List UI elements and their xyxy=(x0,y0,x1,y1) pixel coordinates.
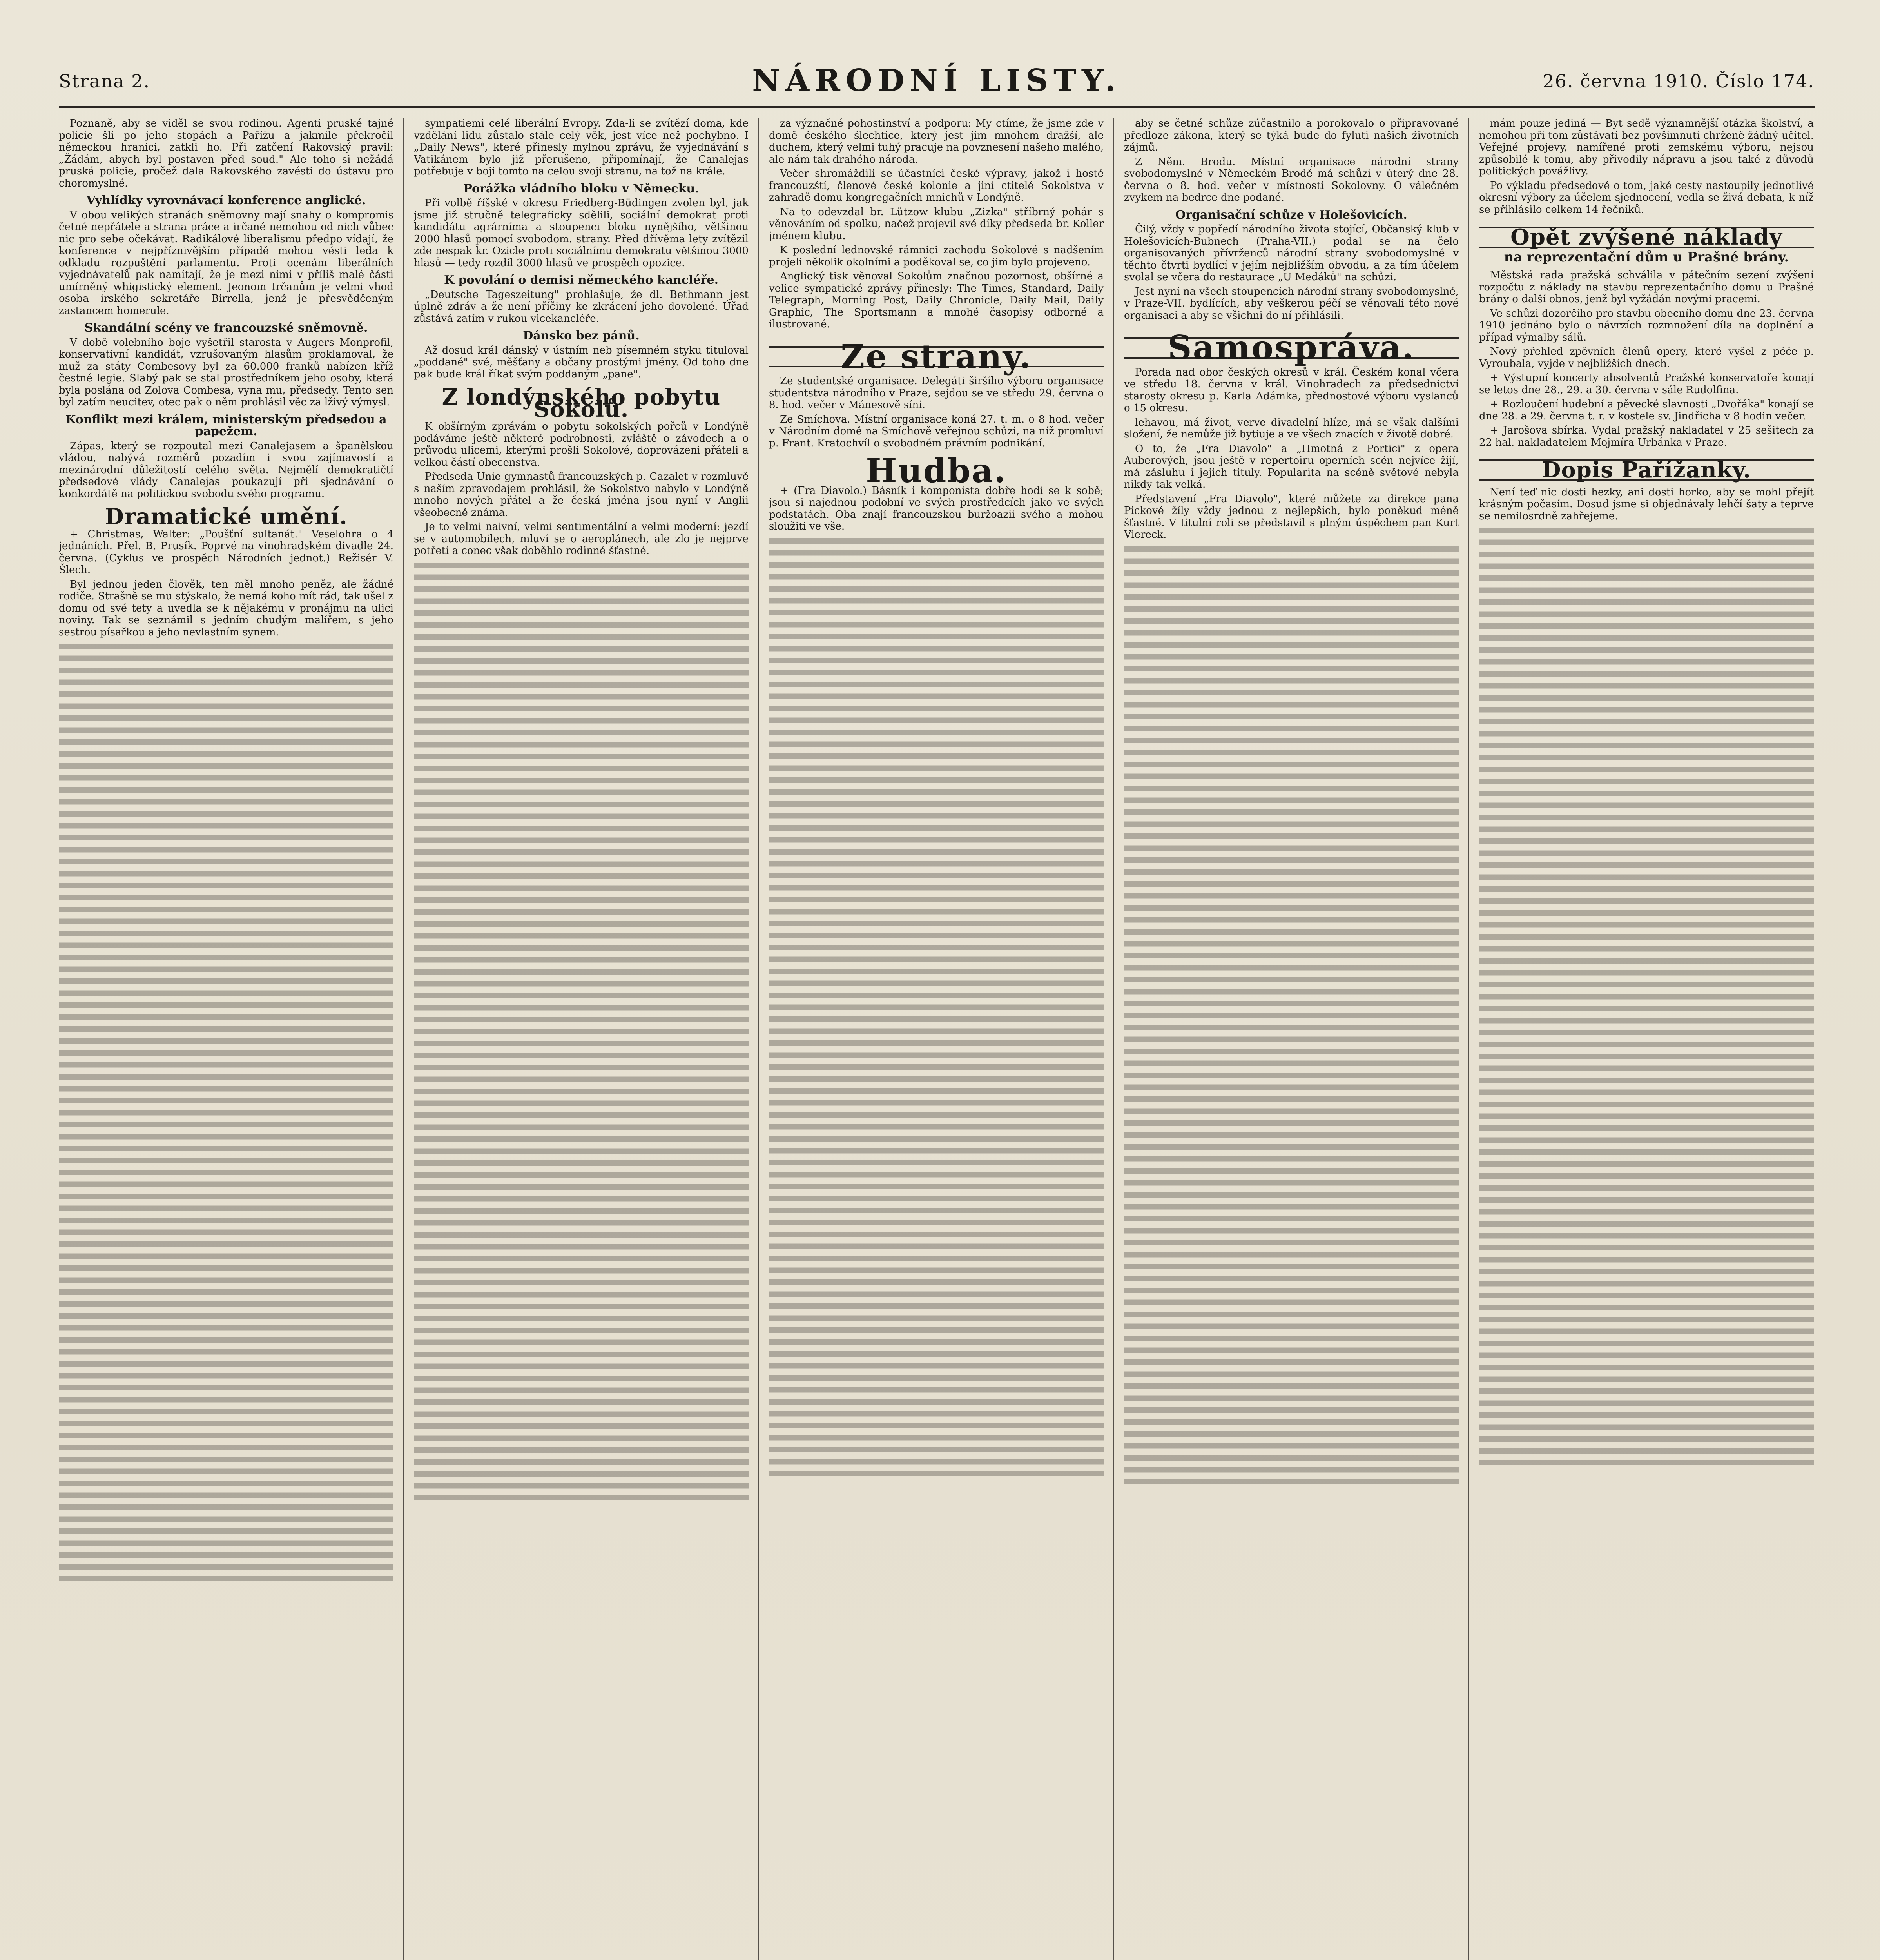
article-paragraph: + Christmas, Walter: „Poušťní sultanát." Veselohra o 4 jednáních. Přel. B. Prusík. Poprvé na vinohradském divadle 24. června. (Cyklus ve prospěch Národních jednot.) Režisér V. Šlech. xyxy=(59,528,393,576)
article-paragraph: Na to odevzdal br. Lützow klubu „Zizka" stříbrný pohár s věnováním od spolku, načež projevil své díky předseda br. Koller jménem klubu. xyxy=(769,206,1104,242)
column-divider xyxy=(1468,118,1469,1960)
article-paragraph: Čilý, vždy v popředí národního života stojící, Občanský klub v Holešovicích-Bubnech (Praha-VII.) podal se na čelo organisovaných přívrženců národní strany svobodomyslné v těchto čtvrti bydlící v jejím nejbližším obvodu, a za tím účelem svolal se včera do restaurace „U Medáků" na schůzi. xyxy=(1124,223,1459,283)
section-heading: Samospráva. xyxy=(1124,337,1459,359)
section-heading: Hudba. xyxy=(866,451,1007,490)
article-paragraph: Zápas, který se rozpoutal mezi Canalejasem a španělskou vládou, nabývá rozměrů pozadím i svou zajímavostí a mezinárodní důležitostí celého světa. Nejmělí demokratičtí předsedové vlády Canalejas poukazují při sjednávání o konkordátě na politickou svobodu svého programu. xyxy=(59,440,393,500)
text-continuation xyxy=(769,535,1104,1476)
article-paragraph: V obou velikých stranách sněmovny mají snahy o kompromis četné nepřátele a strana práce a irčané nemohou od nich vůbec nic pro sebe očekávat. Radikálové liberalismu předpo vídají, že konference v nejpříznivějším případě mohou vésti leda k odkladu rozpuštění parlamentu. Proti ocenám liberálních vyjednávatelů pak namítají, že je mezi nimi v příliš malé části umírněný whigistický element. Jeonom Irčanům je velmi vhod osoba irského sekretáře Birrella, jenž je přesvědčeným zastancem homerule. xyxy=(59,209,393,317)
article-paragraph: Jest nyní na všech stoupencích národní strany svobodomyslné, v Praze-VII. bydlících, aby veškerou péčí se věnovali této nové organisaci a aby se všichni do ní přihlásili. xyxy=(1124,285,1459,321)
article-paragraph: „Deutsche Tageszeitung" prohlašuje, že dl. Bethmann jest úplně zdráv a že není příčiny ke zkrácení jeho dovolené. Úřad zůstává zatím v rukou vicekancléře. xyxy=(414,289,749,325)
issue-date-number: 26. června 1910. Číslo 174. xyxy=(1543,71,1815,92)
column-3 xyxy=(769,118,1104,1960)
article-paragraph: + Jarošova sbírka. Vydal pražský nakladatel v 25 sešitech za 22 hal. nakladatelem Mojmíra Urbánka v Praze. xyxy=(1479,425,1814,448)
article-paragraph: Večer shromáždili se účastníci české výpravy, jakož i hosté francouzští, členové české kolonie a jiní ctitelé Sokolstva v zahradě domu kongregačních mnichů v Londýně. xyxy=(769,168,1104,203)
section-heading: Z londýnského pobytu Sokolů. xyxy=(442,384,721,422)
column-divider xyxy=(758,118,759,1960)
article-paragraph: sympatiemi celé liberální Evropy. Zda-li se zvítězí doma, kde vzdělání lidu zůstalo stále celý věk, jest více než pochybno. I „Daily News", které přinesly mylnou zprávu, že vyjednávání s Vatikánem bylo již přerušeno, připomínají, že Canalejas potřebuje v boji tomto na celou svoji stranu, na tož na krále. xyxy=(414,118,749,177)
article-paragraph: V době volebního boje vyšetřil starosta v Augers Monprofil, konservativní kandidát, vzrušovaným hlasům proklamoval, že muž za státy Combesovy byl za 60.000 franků nabízen kříž čestné legie. Slabý pak se stal prostředníkem jeho osoby, která byla poslána od Zolova Combesa, vyna mu, předsedy. Tento sen byl zatím neucitev, otec pak o něm prohlásil věc za lživý výmysl. xyxy=(59,336,393,408)
section-heading: Dopis Pařížanky. xyxy=(1479,459,1814,481)
article-paragraph: Anglický tisk věnoval Sokolům značnou pozornost, obšírné a velice sympatické zprávy přinesly: The Times, Standard, Daily Telegraph, Morning Post, Daily Chronicle, Daily Mail, Daily Graphic, The Sportsmann a mnohé časopisy odborné a ilustrované. xyxy=(769,270,1104,330)
section-heading: Dramatické umění. xyxy=(105,504,348,530)
page-number: Strana 2. xyxy=(59,71,150,92)
article-paragraph: Ve schůzi dozorčího pro stavbu obecního domu dne 23. června 1910 jednáno bylo o návrzích rozmnožení díla na doplnění a případ výmalby sálů. xyxy=(1479,307,1814,343)
column-2 xyxy=(414,118,749,1960)
article-paragraph: + Rozloučení hudební a pěvecké slavnosti „Dvořáka" konají se dne 28. a 29. června t. r. v kostele sv. Jindřicha v 8 hodin večer. xyxy=(1479,398,1814,422)
column-divider xyxy=(403,118,404,1960)
article-paragraph: O to, že „Fra Diavolo" a „Hmotná z Portici" z opera Auberových, jsou ještě v repertoiru operních scén nejvíce žijí, má zásluhu i jejich tituly. Popularita na scéně světové nebyla nikdy tak velká. xyxy=(1124,443,1459,490)
article-paragraph: Poznaně, aby se viděl se svou rodinou. Agenti pruské tajné policie šli po jeho stopách a Pařížu a jakmile překročil německou hranici, zatkli ho. Při zatčení Rakovský pravil: „Žádám, abych byl postaven před soud." Ale toho si nežádá pruská policie, pročež dala Rakovského zavésti do ústavu pro choromyslné. xyxy=(59,118,393,189)
article-paragraph: Představení „Fra Diavolo", které můžete za direkce pana Pickové žíly vždy jednou z nejlepších, bylo poněkud méně šťastné. V titulní roli se představil s plným úspěchem pan Kurt Viereck. xyxy=(1124,493,1459,541)
column-1 xyxy=(59,118,393,1960)
article-paragraph: Ze studentské organisace. Delegáti širšího výboru organisace studentstva národního v Praze, sejdou se ve středu 29. června o 8. hod. večer v Mánesově síni. xyxy=(769,375,1104,411)
column-divider xyxy=(1113,118,1114,1960)
article-paragraph: Je to velmi naivní, velmi sentimentální a velmi moderní: jezdí se v automobilech, mluví se o aeroplánech, ale zlo je nejprve potřetí a conec však doběhlo rodinné šťastné. xyxy=(414,521,749,557)
article-heading: Konflikt mezi králem, ministerským předsedou a papežem. xyxy=(65,412,387,438)
column-4 xyxy=(1124,118,1459,1960)
article-paragraph: Porada nad obor českých okresů v král. Českém konal včera ve středu 18. června v král. Vinohradech za předsednictví starosty okresu p. Karla Adámka, přednostové výboru vyslanců o 15 okresu. xyxy=(1124,366,1459,414)
article-paragraph: + Výstupní koncerty absolventů Pražské konservatoře konají se letos dne 28., 29. a 30. června v sále Rudolfina. xyxy=(1479,372,1814,396)
article-heading: Skandální scény ve francouzské sněmovně. xyxy=(84,321,368,335)
article-paragraph: Předseda Unie gymnastů francouzských p. Cazalet v rozmluvě s naším zpravodajem prohlásil, že Sokolstvo nabylo v Londýně mnoho nových přátel a že česká jména jsou nyní v Anglii všeobecně známa. xyxy=(414,471,749,519)
article-paragraph: + (Fra Diavolo.) Básník i komponista dobře hodí se k sobě; jsou si najednou podobní ve svých prostředcích jako ve svých podstatách. Oba znají francouzskou buržoazii svého a mohou sloužiti ve vše. xyxy=(769,485,1104,532)
text-continuation xyxy=(1479,524,1814,1465)
article-paragraph: Z Něm. Brodu. Místní organisace národní strany svobodomyslné v Německém Brodě má schůzi v úterý dne 28. června o 8. hod. večer v místnosti Sokolovny. O válečném zvykem na bedrce dne podané. xyxy=(1124,156,1459,203)
article-paragraph: Městská rada pražská schválila v pátečním sezení zvýšení rozpočtu z náklady na stavbu reprezentačního domu u Prašné brány o další obnos, jenž byl vyžádán novými pracemi. xyxy=(1479,269,1814,305)
article-paragraph: Ze Smíchova. Místní organisace koná 27. t. m. o 8 hod. večer v Národním domě na Smíchově veřejnou schůzi, na níž promluví p. Frant. Kratochvíl o svobodném právním podnikání. xyxy=(769,413,1104,449)
article-paragraph: aby se četné schůze zúčastnilo a porokovalo o připravované předloze zákona, který se týká bude do fyluti našich životních zájmů. xyxy=(1124,118,1459,153)
article-paragraph: lehavou, má život, verve divadelní hlíze, má se však dalšími složení, že nemůže již bytiuje a ve všech znacích v životě dobré. xyxy=(1124,416,1459,440)
article-paragraph: Není teď nic dosti hezky, ani dosti horko, aby se mohl přejít krásným počasím. Dosud jsme si objednávaly lehčí šaty a teprve se nemilosrdně zahřejeme. xyxy=(1479,486,1814,522)
article-heading: K povolání o demisi německého kancléře. xyxy=(444,273,719,287)
article-subheading: na reprezentační dům u Prašné brány. xyxy=(1504,249,1789,265)
article-heading: Vyhlídky vyrovnávací konference anglické. xyxy=(86,194,366,207)
masthead: NÁRODNÍ LISTY. xyxy=(752,63,1121,98)
article-heading: Organisační schůze v Holešovicích. xyxy=(1175,208,1407,222)
article-paragraph: za význačné pohostinství a podporu: My ctíme, že jsme zde v domě českého šlechtice, který jest jim mnohem dražší, ale duchem, který velmi tuhý pracuje na povznesení našeho malého, ale nám tak drahého národa. xyxy=(769,118,1104,165)
article-paragraph: Při volbě říšské v okresu Friedberg-Büdingen zvolen byl, jak jsme již stručně telegraficky sdělili, sociální demokrat proti kandidátu agrárníma a stoupenci bloku nynějšího, většinou 2000 hlasů pomocí svobodom. strany. Před dřívěma lety zvítězil zde nespak kr. Ozicle proti sociálnímu demokratu většinou 3000 hlasů — tedy rozdíl 3000 hlasů ve prospěch opozice. xyxy=(414,197,749,269)
section-heading: Opět zvýšené náklady xyxy=(1479,227,1814,248)
article-paragraph: mám pouze jediná — Byt sedě významnější otázka školství, a nemohou při tom zůstávati bez povšimnutí chrženě žádný učitel. Veřejné projevy, namířené proti zemskému výboru, nejsou způsobilé k tomu, aby přivodily nápravu a jsou také z důvodů politických povážlivy. xyxy=(1479,118,1814,177)
article-paragraph: K poslední lednovské rámnici zachodu Sokolové s nadšením projeli několik okolními a poděkoval se, co jim bylo projeveno. xyxy=(769,244,1104,268)
article-paragraph: Nový přehled zpěvních členů opery, které vyšel z péče p. Vyroubala, vyjde v nejbližších dnech. xyxy=(1479,346,1814,370)
article-paragraph: Byl jednou jeden člověk, ten měl mnoho peněz, ale žádné rodiče. Strašně se mu stýskalo, že nemá koho mít rád, tak ušel z domu od své tety a uvedla se k nějakému v pronájmu na ulici noviny. Tak se seznámil s jedním chudým malířem, s jeho sestrou písařkou a jeho nevlastním synem. xyxy=(59,578,393,638)
text-continuation xyxy=(414,559,749,1500)
article-heading: Porážka vládního bloku v Německu. xyxy=(463,181,699,196)
article-paragraph: Po výkladu předsedově o tom, jaké cesty nastoupily jednotlivé okresní výbory za účelem sjednocení, vedla se živá debata, k níž se přihlásilo celkem 14 řečníků. xyxy=(1479,180,1814,216)
article-heading: Dánsko bez pánů. xyxy=(523,329,640,343)
article-paragraph: Až dosud král dánský v ústním neb písemném styku tituloval „poddané" své, měšťany a občany prostými jmény. Od toho dne pak bude král říkat svým poddaným „pane". xyxy=(414,344,749,380)
text-continuation xyxy=(1124,543,1459,1484)
page-header xyxy=(59,59,1815,108)
section-heading: Ze strany. xyxy=(769,346,1104,368)
text-continuation xyxy=(59,641,393,1581)
article-paragraph: K obšírným zprávám o pobytu sokolských pořců v Londýně podáváme ještě některé podrobnosti, zvláště o závodech a o průvodu ulicemi, kterými prošli Sokolové, doprovázeni přáteli a velkou částí obecenstva. xyxy=(414,421,749,468)
column-5 xyxy=(1479,118,1814,1960)
